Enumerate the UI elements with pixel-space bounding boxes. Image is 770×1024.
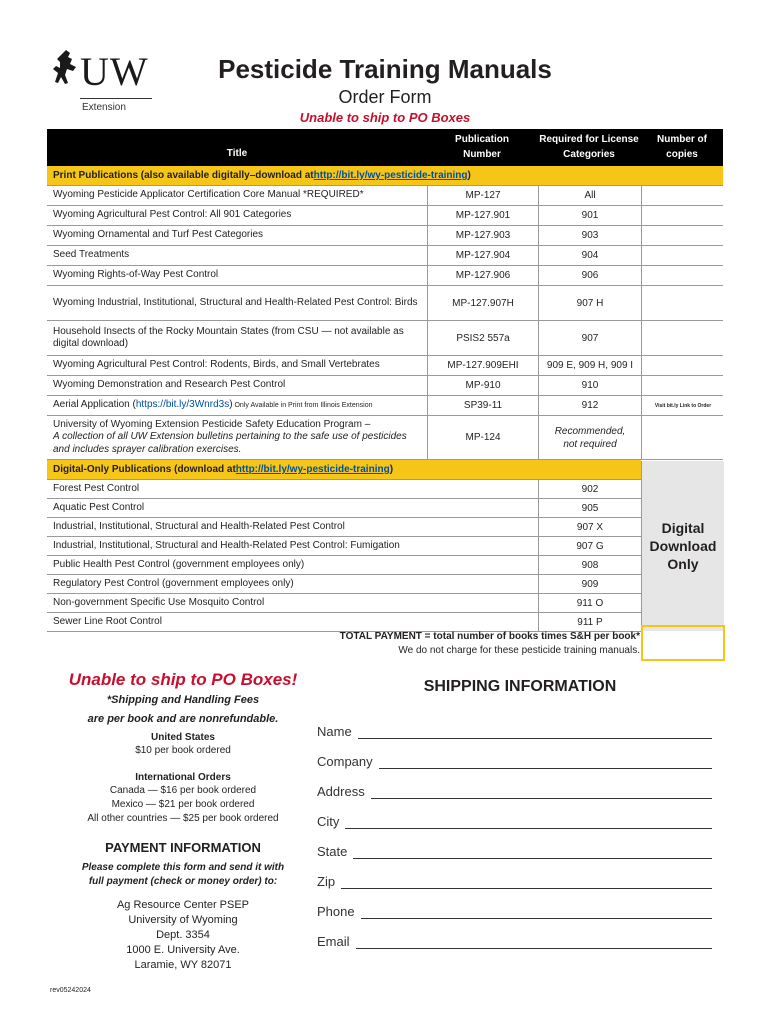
row-copies[interactable] — [641, 226, 724, 245]
table-row — [47, 575, 641, 594]
download-link[interactable]: http://bit.ly/wy-pesticide-training — [313, 170, 468, 181]
total-payment — [47, 630, 640, 658]
fees-line1: *Shipping and Handling Fees — [106, 694, 260, 706]
col-req-header: Required for License Categories — [539, 134, 639, 160]
digital-l1: Digital — [661, 520, 705, 536]
table-row — [47, 396, 723, 416]
table-row — [47, 321, 723, 356]
row-title: Public Health Pest Control (government employees only) — [53, 558, 305, 570]
shipping-heading: SHIPPING INFORMATION — [423, 678, 617, 695]
row-req — [538, 416, 641, 459]
po-box-warning: Unable to ship to PO Boxes — [299, 110, 471, 125]
row-title: Wyoming Rights-of-Way Pest Control — [53, 269, 219, 281]
row-title: Regulatory Pest Control (government employees only) — [53, 577, 294, 589]
total-line2: We do not charge for these pesticide training manuals. — [398, 645, 640, 656]
row-copies[interactable] — [641, 266, 724, 285]
row-pub: MP-124 — [427, 416, 538, 459]
us-heading: United States — [151, 732, 215, 743]
table-row — [47, 518, 641, 537]
row-copies[interactable] — [641, 286, 724, 320]
row-title: Wyoming Demonstration and Research Pest Control — [53, 379, 286, 391]
row-pub: MP-127 — [427, 186, 538, 205]
total-copies-input[interactable] — [641, 625, 725, 661]
row-copies[interactable] — [641, 246, 724, 265]
field-label: Zip — [317, 874, 336, 889]
name-field[interactable] — [317, 724, 712, 739]
table-row — [47, 206, 723, 226]
row-req: 906 — [538, 266, 641, 285]
col-copies-header: Number of copies — [657, 134, 707, 160]
address-line: Dept. 3354 — [156, 929, 210, 941]
uw-line2: A collection of all UW Extension bulletins pertaining to the safe use of pesticides — [53, 431, 407, 443]
digital-l3: Only — [667, 556, 699, 572]
row-pub: MP-910 — [427, 376, 538, 395]
row-title: Wyoming Agricultural Pest Control: All 901 Categories — [53, 209, 292, 221]
row-title: Sewer Line Root Control — [53, 615, 162, 627]
row-req: 910 — [538, 376, 641, 395]
row-title: Household Insects of the Rocky Mountain States (from CSU — not available as digital download) — [53, 325, 404, 349]
field-label: State — [317, 844, 348, 859]
row-title: Seed Treatments — [53, 249, 130, 261]
print-section-row — [47, 166, 723, 186]
table-row — [47, 286, 723, 321]
table-row — [47, 266, 723, 286]
row-title: Wyoming Industrial, Institutional, Structural and Health-Related Pest Control: Birds — [53, 296, 418, 308]
row-req: 909 — [538, 575, 641, 593]
row-req: 907 H — [538, 286, 641, 320]
field-label: Phone — [317, 904, 355, 919]
field-label: Email — [317, 934, 350, 949]
row-title: Industrial, Institutional, Structural and Health-Related Pest Control — [53, 520, 345, 532]
address-line: Ag Resource Center PSEP — [116, 899, 250, 911]
table-row — [47, 186, 723, 206]
row-title: Wyoming Ornamental and Turf Pest Categories — [53, 229, 264, 241]
logo-subtext: Extension — [82, 102, 126, 113]
section-label: Digital-Only Publications (download at — [53, 464, 236, 475]
row-title — [53, 416, 423, 459]
uw-req1: Recommended, — [554, 425, 626, 437]
row-pub: SP39-11 — [427, 396, 538, 415]
row-title: Forest Pest Control — [53, 482, 140, 494]
mexico-rate: Mexico — $21 per book ordered — [111, 799, 255, 810]
aerial-link[interactable]: https://bit.ly/3Wnrd3s — [135, 398, 230, 410]
revision-code: rev05242024 — [50, 987, 91, 994]
row-req: 908 — [538, 556, 641, 574]
table-row — [47, 537, 641, 556]
row-title — [53, 396, 423, 415]
field-label: City — [317, 814, 340, 829]
phone-field[interactable] — [317, 904, 712, 919]
payment-line2: full payment (check or money order) to: — [88, 876, 278, 887]
table-row — [47, 499, 641, 518]
city-field[interactable] — [317, 814, 712, 829]
row-pub: PSIS2 557a — [427, 321, 538, 355]
section-label: Print Publications (also available digitally–download at — [53, 170, 314, 181]
address-line: University of Wyoming — [128, 914, 238, 926]
uw-req2: not required — [563, 438, 617, 450]
mailing-address — [48, 898, 318, 973]
digital-download-only-box — [641, 461, 724, 631]
us-rate: $10 per book ordered — [135, 745, 231, 756]
row-req: All — [538, 186, 641, 205]
aerial-post: ) — [229, 398, 233, 410]
row-pub: MP-127.903 — [427, 226, 538, 245]
digital-l2: Download — [649, 538, 717, 554]
state-field[interactable] — [317, 844, 712, 859]
aerial-pre: Aerial Application ( — [53, 398, 136, 410]
row-req: 911 P — [538, 613, 641, 631]
uw-line1: University of Wyoming Extension Pesticide Safety Education Program – — [53, 418, 371, 430]
table-row — [47, 556, 641, 575]
aerial-note: Only Available in Print from Illinois Extension — [232, 401, 373, 409]
other-rate: All other countries — $25 per book ordered — [87, 813, 279, 824]
row-copies[interactable] — [641, 206, 724, 225]
table-row — [47, 376, 723, 396]
row-req: 905 — [538, 499, 641, 517]
uw-line3: and includes sprayer calibration exercises. — [53, 443, 242, 455]
canada-rate: Canada — $16 per book ordered — [109, 785, 257, 796]
address-line: 1000 E. University Ave. — [126, 944, 240, 956]
row-req: 912 — [538, 396, 641, 415]
row-title: Wyoming Agricultural Pest Control: Rodents, Birds, and Small Vertebrates — [53, 359, 380, 371]
row-req: 907 G — [538, 537, 641, 555]
row-title: Industrial, Institutional, Structural and Health-Related Pest Control: Fumigation — [53, 539, 400, 551]
field-label: Company — [317, 754, 373, 769]
aerial-copies-note: Visit bit.ly Link to Order — [641, 396, 724, 415]
row-pub: MP-127.909EHI — [427, 356, 538, 375]
table-row — [47, 416, 723, 460]
row-title: Aquatic Pest Control — [53, 501, 145, 513]
row-req: 907 — [538, 321, 641, 355]
row-copies[interactable] — [641, 186, 724, 205]
payment-line1: Please complete this form and send it with — [81, 862, 285, 873]
logo-text: UW — [80, 49, 149, 94]
row-copies[interactable] — [641, 356, 724, 375]
row-pub: MP-127.904 — [427, 246, 538, 265]
row-copies[interactable] — [641, 376, 724, 395]
row-req: 907 X — [538, 518, 641, 536]
fees-line2: are per book and are nonrefundable. — [87, 713, 279, 725]
col-title-header: Title — [226, 148, 248, 159]
table-header — [47, 129, 723, 166]
row-copies[interactable] — [641, 321, 724, 355]
row-req: 903 — [538, 226, 641, 245]
row-req: 902 — [538, 480, 641, 498]
row-copies[interactable] — [641, 416, 724, 459]
row-req: 909 E, 909 H, 909 I — [538, 356, 641, 375]
row-req: 904 — [538, 246, 641, 265]
total-line1: TOTAL PAYMENT = total number of books times S&H per book* — [339, 631, 640, 642]
table-row — [47, 356, 723, 376]
table-row — [47, 480, 641, 499]
zip-field[interactable] — [317, 874, 712, 889]
intl-heading: International Orders — [135, 772, 231, 783]
row-pub: MP-127.906 — [427, 266, 538, 285]
section-end: ) — [467, 170, 471, 181]
company-field[interactable] — [317, 754, 712, 769]
row-req: 901 — [538, 206, 641, 225]
payment-heading: PAYMENT INFORMATION — [105, 840, 261, 855]
order-table — [47, 129, 723, 632]
page-subtitle: Order Form — [338, 87, 432, 107]
row-title: Wyoming Pesticide Applicator Certification Core Manual *REQUIRED* — [53, 189, 364, 201]
page-title: Pesticide Training Manuals — [218, 54, 552, 84]
email-field[interactable] — [317, 934, 712, 949]
row-title: Non-government Specific Use Mosquito Control — [53, 596, 265, 608]
po-box-warning-large: Unable to ship to PO Boxes! — [68, 670, 298, 689]
table-row — [47, 226, 723, 246]
row-pub: MP-127.907H — [427, 286, 538, 320]
row-pub: MP-127.901 — [427, 206, 538, 225]
table-row — [47, 246, 723, 266]
section-end: ) — [389, 464, 394, 475]
field-label: Name — [317, 724, 352, 739]
col-pub-header: Publication Number — [455, 134, 509, 160]
download-link[interactable]: http://bit.ly/wy-pesticide-training — [235, 464, 390, 475]
digital-section-row — [47, 460, 641, 480]
field-label: Address — [317, 784, 365, 799]
address-line: Laramie, WY 82071 — [134, 959, 232, 971]
table-row — [47, 594, 641, 613]
row-req: 911 O — [538, 594, 641, 612]
address-field[interactable] — [317, 784, 712, 799]
